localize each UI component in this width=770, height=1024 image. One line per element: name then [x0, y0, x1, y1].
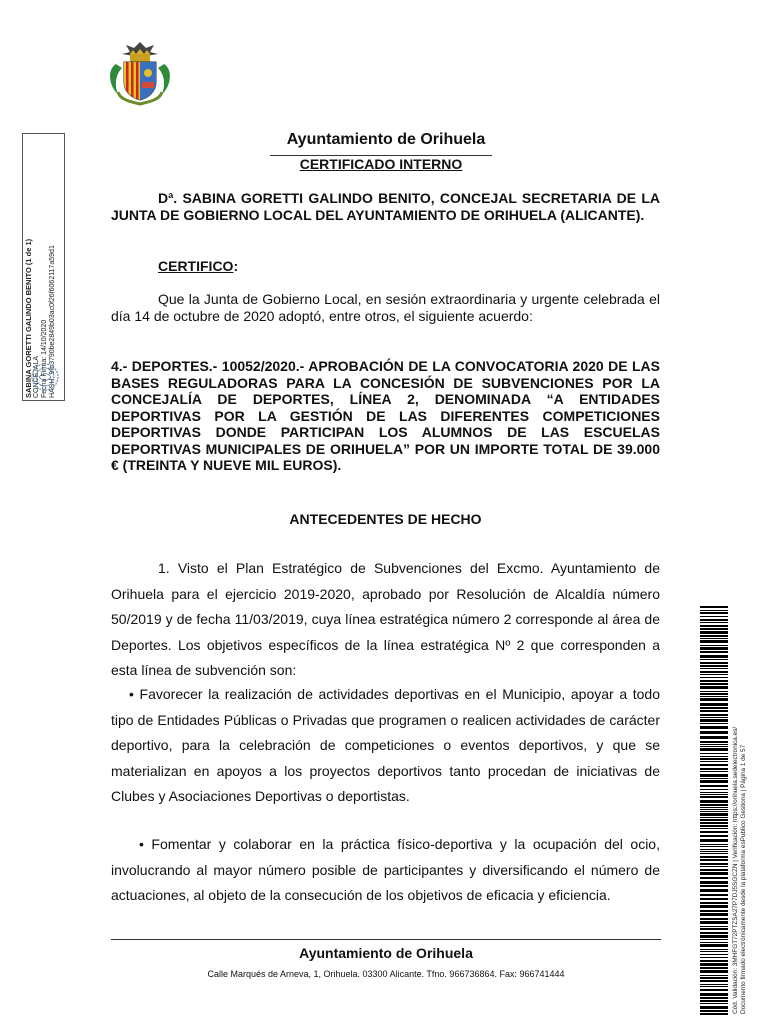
validation-line-1: Cód. Validación: 3MHFGT72PTZSA27P7DJ5SGCZN | Verificación: https://orihuela.sedelectronica.es/ [732, 726, 739, 1014]
barcode-bar [700, 921, 728, 924]
barcode-bar [700, 606, 728, 608]
barcode-bar [700, 616, 728, 617]
barcode-bar [700, 619, 728, 621]
barcode-bar [700, 640, 728, 643]
barcode-bar [700, 944, 728, 947]
barcode-bar [700, 746, 728, 747]
barcode-bar [700, 984, 728, 985]
barcode-bar [700, 993, 728, 996]
barcode-bar [700, 748, 728, 751]
barcode-bar [700, 622, 728, 623]
barcode-bar [700, 977, 728, 979]
barcode-bar [700, 928, 728, 930]
barcode-bar [700, 980, 728, 982]
footer-address: Calle Marqués de Arneva, 1, Orihuela. 03300 Alicante. Tfno. 966736864. Fax: 966741444 [207, 969, 565, 979]
barcode-bar [700, 668, 728, 669]
barcode-bar [700, 800, 728, 803]
barcode-bar [700, 804, 728, 806]
barcode-bar [700, 813, 728, 816]
barcode-bar [700, 1000, 728, 1002]
barcode-bar [700, 935, 728, 938]
barcode-bar [700, 851, 728, 852]
barcode-bar [700, 635, 728, 637]
barcode-bar [700, 932, 728, 934]
barcode-bar [700, 789, 728, 790]
barcode-bar [700, 902, 728, 904]
signer-block: Dª. SABINA GORETTI GALINDO BENITO, CONCEJAL SECRETARIA DE LA JUNTA DE GOBIERNO LOCAL DEL AYUNTAMIENTO DE ORIHUELA (ALICANTE). [111, 190, 660, 223]
barcode-bar [700, 651, 728, 653]
barcode-bar [700, 756, 728, 757]
barcode-bar [700, 807, 728, 808]
barcode-bar [700, 970, 728, 973]
barcode-bar [700, 753, 728, 754]
barcode-bar [700, 696, 728, 697]
barcode-bar [700, 1013, 728, 1015]
certifico-label: CERTIFICO [158, 258, 234, 274]
barcode-bar [700, 954, 728, 955]
barcode-bar [700, 625, 728, 627]
barcode-bar [700, 792, 728, 793]
barcode-bar [700, 849, 728, 850]
barcode-bar [700, 612, 728, 614]
barcode-bar [700, 680, 728, 682]
barcode-bar [700, 963, 728, 966]
barcode-bar [700, 638, 728, 639]
barcode-bar [700, 885, 728, 887]
intro-paragraph: Que la Junta de Gobierno Local, en sesión extraordinaria y urgente celebrada el día 14 de octubre de 2020 adoptó, entre otros, el siguiente acuerdo: [111, 291, 660, 324]
barcode-bar [700, 698, 728, 701]
barcode-bar [700, 736, 728, 739]
barcode-bar [700, 853, 728, 854]
barcode-bar [700, 835, 728, 837]
bullet-item-1: • Favorecer la realización de actividades deportivas en el Municipio, apoyar a todo tipo de Entidades Públicas o Privadas que programen o realicen actividades de carácter deportivo, para la celebración de competiciones o eventos deportivos, y que se materializan en apoyos a los proyectos deportivos tanto procedan de iniciativas de Clubes y Asociaciones Deportivas o deportistas. [111, 686, 660, 804]
barcode-bar [700, 645, 728, 646]
barcode-bar [700, 1003, 728, 1004]
barcode-bar [700, 856, 728, 858]
barcode-bar [700, 881, 728, 884]
signer-role: CONCEJALA [33, 355, 40, 398]
barcode-bar [700, 707, 728, 709]
barcode-bar [700, 825, 728, 827]
barcode-bar [700, 846, 728, 847]
barcode-bar [700, 939, 728, 940]
barcode-bar [700, 741, 728, 743]
barcode-bar [700, 889, 728, 892]
document-type: CERTIFICADO INTERNO [299, 156, 463, 172]
barcode-bar [700, 989, 728, 991]
barcode-bar [700, 758, 728, 760]
barcode-bar [700, 655, 728, 658]
barcode-bar [700, 951, 728, 952]
paragraph-1: 1. Visto el Plan Estratégico de Subvenciones del Excmo. Ayuntamiento de Orihuela para el ejercicio 2019-2020, aprobado por Resolución de Alcaldía número 50/2019 y de fecha 11/03/2019, cuya línea estratégica número 2 corresponde al área de Deportes. Los objetivos específicos de la línea estratégica Nº 2 que corresponden a esta línea de subvención son: [111, 560, 660, 678]
agenda-item: 4.- DEPORTES.- 10052/2020.- APROBACIÓN DE LA CONVOCATORIA 2020 DE LAS BASES REGULADORAS PARA LA CONCESIÓN DE SUBVENCIONES POR LA CONCEJALÍA DE DEPORTES, LÍNEA 2, DENOMINADA “A ENTIDADES DEPORTIVAS POR LA GESTIÓN DE LAS DIFERENTES COMPETICIONES DEPORTIVAS DONDE PARTICIPAN LOS ALUMNOS DE LAS ESCUELAS DEPORTIVAS MUNICIPALES DE ORIHUELA” POR UN IMPORTE TOTAL DE 39.000 € (TREINTA Y NUEVE MIL EUROS). [111, 358, 660, 473]
barcode-bar [700, 898, 728, 900]
barcode-bar [700, 817, 728, 818]
barcode-bar [700, 714, 728, 716]
barcode-bar [700, 731, 728, 734]
barcode-bar [700, 631, 728, 634]
page-title: Ayuntamiento de Orihuela [286, 131, 486, 148]
barcode-bar [700, 686, 728, 689]
barcode-bar [700, 771, 728, 772]
signer-name: SABINA GORETTI GALINDO BENITO (1 de 1) [24, 238, 33, 398]
barcode-bar [700, 761, 728, 762]
footer-divider [111, 939, 661, 940]
barcode-icon [700, 606, 728, 1016]
barcode-bar [700, 1006, 728, 1009]
barcode-bar [700, 780, 728, 783]
barcode-bar [700, 671, 728, 673]
barcode-bar [700, 872, 728, 875]
barcode-bar [700, 975, 728, 976]
barcode-bar [700, 913, 728, 916]
barcode-bar [700, 674, 728, 675]
barcode-bar [700, 949, 728, 950]
certifico-colon: : [233, 258, 239, 274]
barcode-bar [700, 717, 728, 718]
barcode-bar [700, 691, 728, 692]
barcode-bar [700, 1010, 728, 1012]
barcode-bar [700, 866, 728, 867]
signature-seal-icon [30, 362, 60, 392]
barcode-bar [700, 794, 728, 795]
barcode-bar [700, 796, 728, 798]
barcode-bar [700, 764, 728, 766]
signature-stamp-text [25, 138, 65, 398]
section-heading: ANTECEDENTES DE HECHO [289, 511, 482, 527]
barcode-bar [700, 677, 728, 678]
barcode-bar [700, 839, 728, 842]
barcode-bar [700, 710, 728, 712]
bullet-item-2: • Fomentar y colaborar en la práctica físico-deportiva y la ocupación del ocio, involucrando al mayor número posible de participantes y diversificando el número de actuaciones, al objeto de la consecución de los objetivos de eficacia y eficiencia. [111, 836, 660, 903]
barcode-bar [700, 997, 728, 999]
barcode-bar [700, 744, 728, 745]
barcode-bar [700, 863, 728, 865]
barcode-bar [700, 926, 728, 927]
barcode-bar [700, 960, 728, 962]
barcode-bar [700, 809, 728, 810]
barcode-bar [700, 831, 728, 833]
barcode-bar [700, 910, 728, 912]
validation-line-2: Documento firmado electrónicamente desde la plataforma esPublico Gestiona | Página 1 de 57 [740, 744, 747, 1014]
barcode-bar [700, 726, 728, 729]
barcode-bar [700, 957, 728, 958]
barcode-bar [700, 768, 728, 770]
barcode-bar [700, 778, 728, 779]
barcode-bar [700, 859, 728, 861]
barcode-bar [700, 665, 728, 667]
barcode-bar [700, 719, 728, 722]
barcode-bar [700, 723, 728, 724]
barcode-bar [700, 628, 728, 630]
barcode-bar [700, 610, 728, 611]
coat-of-arms-icon [104, 40, 176, 106]
barcode-bar [700, 659, 728, 660]
barcode-bar [700, 819, 728, 821]
barcode-bar [700, 967, 728, 969]
barcode-bar [700, 844, 728, 845]
barcode-bar [700, 918, 728, 920]
barcode-bar [700, 905, 728, 908]
certifico-heading [158, 258, 238, 274]
barcode-bar [700, 869, 728, 871]
barcode-bar [700, 877, 728, 879]
barcode-bar [700, 822, 728, 824]
footer-org: Ayuntamiento de Orihuela [299, 945, 473, 961]
barcode-bar [700, 774, 728, 777]
barcode-bar [700, 942, 728, 943]
barcode-bar [700, 986, 728, 987]
barcode-bar [700, 894, 728, 896]
barcode-bar [700, 683, 728, 685]
barcode-bar [700, 828, 728, 829]
barcode-bar [700, 785, 728, 787]
signature-hash: HASH: 9fb3790be2849b03ac0f26f6062117a59d1 [49, 245, 56, 398]
barcode-bar [700, 693, 728, 695]
validation-text [732, 654, 762, 1014]
signature-date: Fecha Firma: 14/10/2020 [41, 319, 48, 398]
barcode-bar [700, 703, 728, 706]
barcode-bar [700, 811, 728, 812]
barcode-bar [700, 647, 728, 650]
barcode-bar [700, 662, 728, 664]
